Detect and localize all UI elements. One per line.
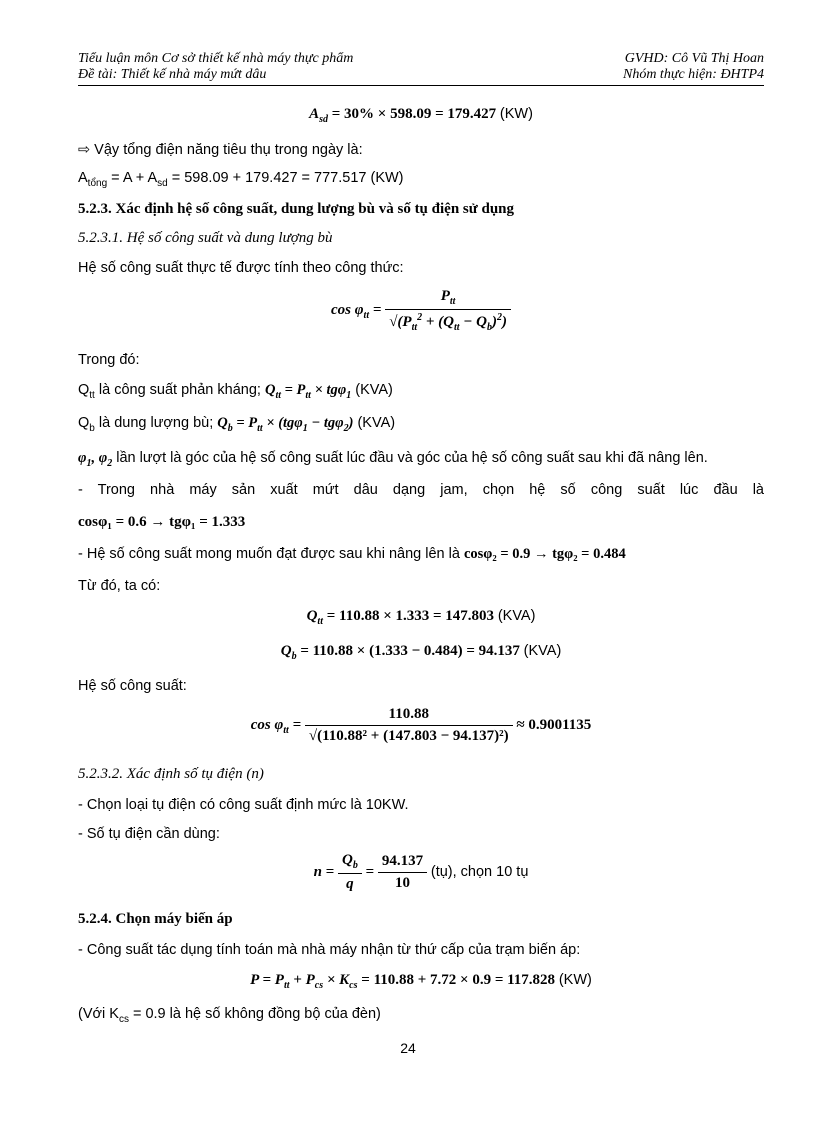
pf-calc-fraction [305, 706, 513, 745]
section-5-2-3-1: 5.2.3.1. Hệ số công suất và dung lượng bù [78, 230, 333, 246]
pf-calc-numerator: 110.88 [388, 706, 429, 722]
choose-line: - Trong nhà máy sản xuất mứt dâu dạng jam, chọn hệ số công suất lúc đầu là [78, 482, 764, 498]
section-5-2-3-2: 5.2.3.2. Xác định số tụ điện (n) [78, 766, 264, 782]
topic-title: Đề tài: Thiết kế nhà máy mứt dâu [78, 67, 267, 82]
eq-asd-value: = 30% × 598.09 = 179.427 [331, 106, 497, 122]
total-eq-part1: = A + A [111, 170, 158, 186]
total-intro: ⇨ Vậy tổng điện năng tiêu thụ trong ngày là: [78, 142, 363, 158]
n-numerator: 94.137 [381, 853, 424, 869]
qtt-calc-value: = 110.88 × 1.333 = 147.803 [326, 608, 495, 624]
header-divider [78, 85, 764, 86]
n-choice: (tụ), chọn 10 tụ [430, 863, 529, 880]
qtt-definition: $Q_{tt}$ là công suất phản kháng; $Q_{tt} = P_{tt} \times tg\varphi_1$ (KVA) [78, 382, 393, 401]
qtt-calc: $Q_{tt} = 110.88 \times 1.333 = 147.803$ (KVA) [306, 608, 536, 627]
desired-text: - Hệ số công suất mong muốn đạt được sau khi nâng lên là [78, 546, 460, 562]
eq-asd-unit: (KW) [499, 106, 533, 122]
capacitor-count-label: - Số tụ điện cần dùng: [78, 826, 220, 842]
p-calc-value: = 110.88 + 7.72 × 0.9 = 117.828 [361, 972, 556, 988]
eq-asd: $A_{sd} = 30\% \times 598.09 = 179.427$ (KW) [309, 106, 533, 125]
desired-line [78, 546, 626, 563]
phi-text: lần lượt là góc của hệ số công suất lúc đầu và góc của hệ số công suất sau khi đã nâng lên. [116, 450, 708, 466]
kcs-note-text: = 0.9 là hệ số không đồng bộ của đèn) [132, 1006, 381, 1022]
n-calc: n = $\frac{Q_b}{q}$ = $\frac{94.137}{10}$ (tụ), chọn 10 tụ [313, 852, 529, 892]
qb-calc-unit: (KVA) [523, 643, 562, 659]
pf-calc-result: ≈ 0.9001135 [516, 716, 592, 733]
n-denominator: 10 [378, 872, 427, 892]
from-that: Từ đó, ta có: [78, 578, 161, 594]
qtt-unit: (KVA) [355, 382, 393, 398]
pf-formula-fraction: $\frac{P_{tt}}{√(P_{tt}^2 + (Q_{tt} - Q_b)^2)}$ [385, 288, 511, 333]
n-fraction-symbolic: $\frac{Q_b}{q}$ [338, 852, 362, 893]
transformer-line: - Công suất tác dụng tính toán mà nhà máy nhận từ thứ cấp của trạm biến áp: [78, 942, 581, 958]
cos2-equation: cosφ₂ = 0.9 → tgφ₂ = 0.484 [463, 546, 626, 562]
qb-calc-value: = 110.88 × (1.333 − 0.484) = 94.137 [300, 643, 520, 659]
capacitor-type: - Chọn loại tụ điện có công suất định mức là 10KW. [78, 797, 409, 813]
pf-formula: $\cos \varphi_{tt}$ = $\frac{P_{tt}}{√(P_{tt}^2 + (Q_{tt} - Q_b)^2)}$ [78, 288, 764, 333]
cos1-equation: cosφ₁ = 0.6 → tgφ₁ = 1.333 [78, 514, 246, 530]
qb-text: là dung lượng bù; [98, 415, 214, 431]
p-calc: $P = P_{tt} + P_{cs} \times K_{cs} = 110.88 + 7.72 \times 0.9 = 117.828$ (KW) [250, 972, 592, 991]
where-label: Trong đó: [78, 352, 140, 368]
qb-definition: $Q_b$ là dung lượng bù; $Q_b = P_{tt} \times (tg\varphi_1 - tg\varphi_2)$ (KVA) [78, 415, 396, 434]
pf-calc-denominator: √(110.88² + (147.803 − 94.137)²) [305, 725, 513, 745]
qtt-text: là công suất phản kháng; [98, 382, 261, 398]
p-calc-unit: (KW) [558, 972, 592, 988]
qb-unit: (KVA) [357, 415, 396, 431]
section-5-2-3: 5.2.3. Xác định hệ số công suất, dung lượng bù và số tụ điện sử dụng [78, 201, 515, 217]
qb-calc: $Q_b = 110.88 \times (1.333 - 0.484) = 94.137$ (KVA) [280, 643, 562, 662]
total-eq-part2: = 598.09 + 179.427 = 777.517 (KW) [171, 170, 404, 186]
group-name: Nhóm thực hiện: ĐHTP4 [622, 67, 764, 82]
qtt-calc-unit: (KVA) [497, 608, 536, 624]
instructor: GVHD: Cô Vũ Thị Hoan [624, 51, 764, 66]
pf-label: Hệ số công suất: [78, 678, 187, 694]
total-eq: $A_{tổng} = A + A_{sd} = 598.09 + 179.427 = 777.517$ (KW) [78, 170, 404, 189]
pf-calc: $\cos \varphi_{tt}$ = $\frac{110.88}{\text{√(110.88² + (147.803 − 94.137)²)}}$ ≈ 0.9001135 [250, 706, 592, 744]
phi-definition: $\varphi_1$, $\varphi_2$ lần lượt là góc của hệ số công suất lúc đầu và góc của hệ số công suất sau khi đã nâng lên. [78, 450, 708, 469]
n-fraction-numeric [378, 853, 427, 892]
page-number: 24 [400, 1040, 416, 1056]
course-title: Tiểu luận môn Cơ sở thiết kế nhà máy thực phẩm [78, 51, 354, 66]
kcs-note: (Với $K_{cs} = 0.9$ là hệ số không đồng bộ của đèn) [78, 1006, 381, 1025]
pf-intro: Hệ số công suất thực tế được tính theo công thức: [78, 260, 404, 276]
section-5-2-4: 5.2.4. Chọn máy biến áp [78, 911, 233, 927]
